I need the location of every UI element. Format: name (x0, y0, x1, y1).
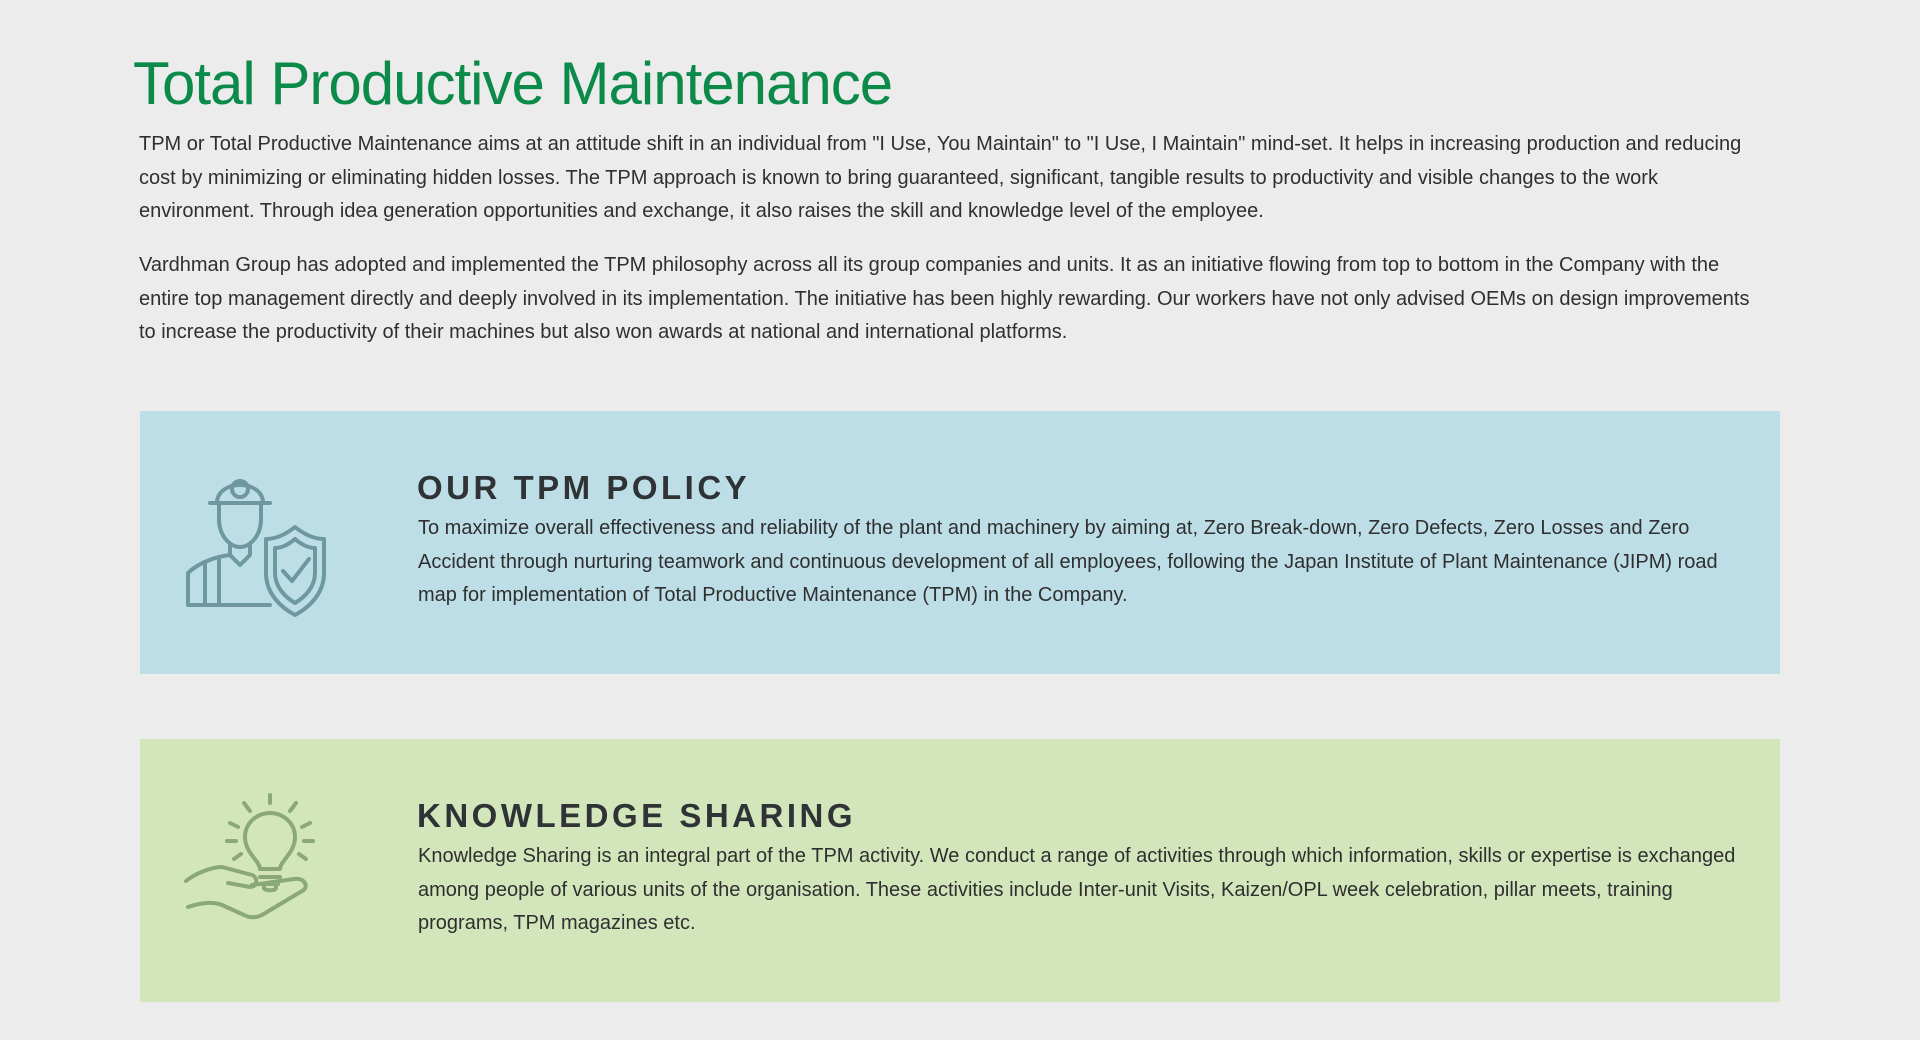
worker-shield-icon (182, 459, 352, 629)
lightbulb-hand-icon (182, 787, 352, 957)
tpm-policy-card (140, 411, 1780, 674)
card-heading: KNOWLEDGE SHARING (417, 797, 856, 834)
card-heading: OUR TPM POLICY (417, 469, 751, 506)
page-title: Total Productive Maintenance (133, 50, 893, 117)
intro-paragraph: Vardhman Group has adopted and implemented the TPM philosophy across all its group companies and units. It as an initiative flowing from top to bottom in the Company with the entire top management directly and deeply involved in its implementation. The initiative has been highly rewarding. Our workers have not only advised OEMs on design improvements to increase the productivity of their machines but also won awards at national and international platforms. (139, 254, 1750, 343)
card-text: To maximize overall effectiveness and reliability of the plant and machinery by aiming at, Zero Break-down, Zero Defects, Zero Losses and Zero Accident through nurturing teamwork and continuous development of all employees, following the Japan Institute of Plant Maintenance (JIPM) road map for implementation of Total Productive Maintenance (TPM) in the Company. (418, 517, 1718, 606)
card-text: Knowledge Sharing is an integral part of the TPM activity. We conduct a range of activities through which information, skills or expertise is exchanged among people of various units of the organisation. These activities include Inter-unit Visits, Kaizen/OPL week celebration, pillar meets, training programs, TPM magazines etc. (418, 845, 1736, 934)
knowledge-sharing-card (140, 739, 1780, 1002)
intro-paragraph: TPM or Total Productive Maintenance aims at an attitude shift in an individual from "I Use, You Maintain" to "I Use, I Maintain" mind-set. It helps in increasing production and reducing cost by minimizing or eliminating hidden losses. The TPM approach is known to bring guaranteed, significant, tangible results to productivity and visible changes to the work environment. Through idea generation opportunities and exchange, it also raises the skill and knowledge level of the employee. (139, 133, 1742, 222)
